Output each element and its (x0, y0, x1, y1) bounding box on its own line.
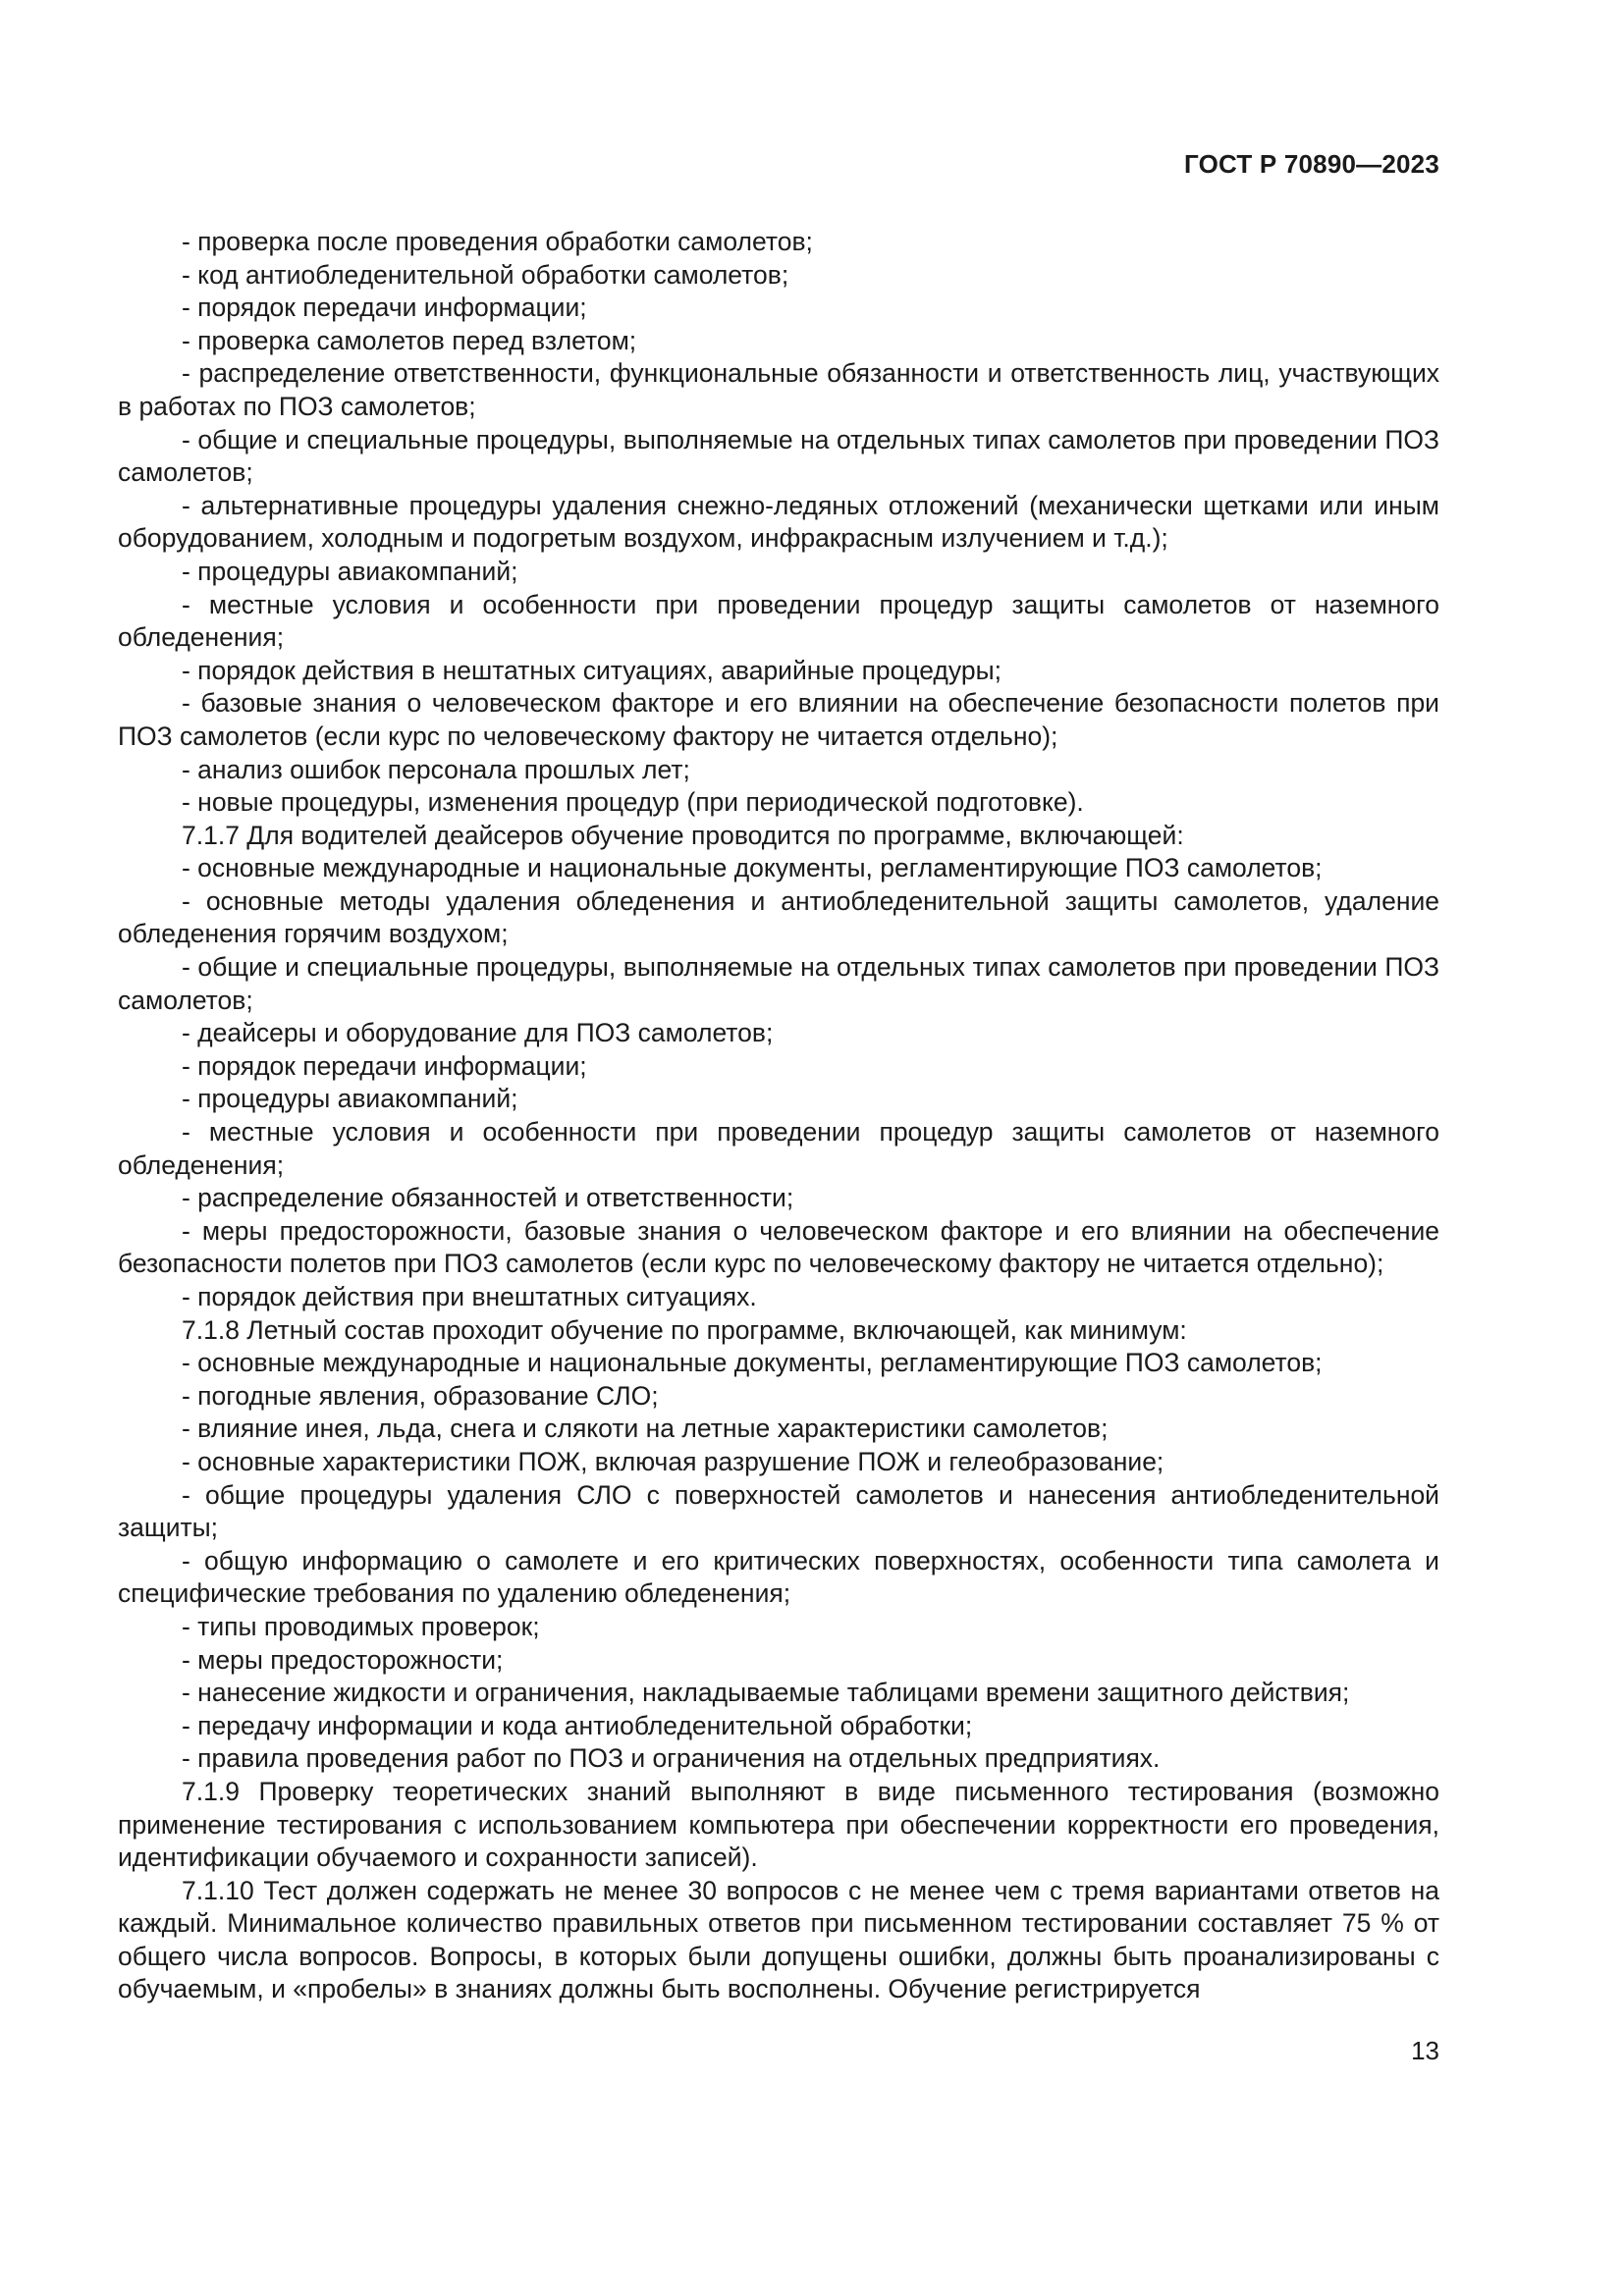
list-item: - код антиобледенительной обработки самолетов; (182, 259, 789, 290)
list-item: - порядок передачи информации; (182, 1050, 587, 1081)
clause-7-1-8: 7.1.8 Летный состав проходит обучение по программе, включающей, как минимум: (182, 1314, 1187, 1345)
list-item: - альтернативные процедуры удаления снежно-ледяных отложений (механически щетками или иным оборудованием, холодным и подогретым воздухом, инфракрасным излучением и т.д.); (118, 490, 1439, 554)
list-item: - базовые знания о человеческом факторе и его влиянии на обеспечение безопасности полетов при ПОЗ самолетов (если курс по человеческому фактору не читается отдельно); (118, 688, 1439, 751)
clause-7-1-10: 7.1.10 Тест должен содержать не менее 30 вопросов с не менее чем с тремя вариантами ответов на каждый. Минимальное количество правильных ответов при письменном тестировании составляет 75 % от общего числа вопросов. Вопросы, в которых были допущены ошибки, должны быть проанализированы с обучаемым, и «пробелы» в знаниях должны быть восполнены. Обучение регистрируется (118, 1875, 1439, 2004)
clause-7-1-7: 7.1.7 Для водителей деайсеров обучение проводится по программе, включающей: (182, 820, 1184, 850)
list-item: - процедуры авиакомпаний; (182, 556, 518, 586)
list-item: - общую информацию о самолете и его критических поверхностях, особенности типа самолета и специфические требования по удалению обледенения; (118, 1545, 1439, 1609)
list-item: - общие и специальные процедуры, выполняемые на отдельных типах самолетов при проведении ПОЗ самолетов; (118, 424, 1439, 488)
list-item: - передачу информации и кода антиобледенительной обработки; (182, 1710, 973, 1740)
list-item: - общие процедуры удаления СЛО с поверхностей самолетов и нанесения антиобледенительной защиты; (118, 1479, 1439, 1543)
list-item: - порядок передачи информации; (182, 293, 587, 323)
list-item: - правила проведения работ по ПОЗ и ограничения на отдельных предприятиях. (182, 1743, 1161, 1774)
list-item: - распределение ответственности, функциональные обязанности и ответственность лиц, участвующих в работах по ПОЗ самолетов; (118, 358, 1439, 421)
list-item: - влияние инея, льда, снега и слякоти на летные характеристики самолетов; (182, 1414, 1109, 1444)
list-item: - основные методы удаления обледенения и антиобледенительной защиты самолетов, удаление обледенения горячим воздухом; (118, 885, 1439, 949)
list-item: - новые процедуры, изменения процедур (при периодической подготовке). (182, 787, 1084, 818)
document-id-header: ГОСТ Р 70890—2023 (1184, 149, 1439, 179)
list-item: - анализ ошибок персонала прошлых лет; (182, 754, 690, 784)
list-item: - порядок действия при внештатных ситуациях. (182, 1282, 757, 1311)
document-body (118, 226, 1439, 2006)
list-item: - местные условия и особенности при проведении процедур защиты самолетов от наземного обледенения; (118, 1117, 1439, 1180)
list-item: - нанесение жидкости и ограничения, накладываемые таблицами времени защитного действия; (182, 1678, 1350, 1708)
list-item: - местные условия и особенности при проведении процедур защиты самолетов от наземного обледенения; (118, 589, 1439, 653)
list-item: - основные характеристики ПОЖ, включая разрушение ПОЖ и гелеобразование; (182, 1446, 1164, 1476)
list-item: - проверка после проведения обработки самолетов; (182, 227, 813, 256)
list-item: - меры предосторожности; (182, 1644, 504, 1675)
page-number: 13 (1411, 2036, 1439, 2065)
list-item: - типы проводимых проверок; (182, 1611, 540, 1641)
list-item: - проверка самолетов перед взлетом; (182, 325, 637, 355)
list-item: - распределение обязанностей и ответственности; (182, 1183, 794, 1213)
clause-7-1-9: 7.1.9 Проверку теоретических знаний выполняют в виде письменного тестирования (возможно применение тестирования с использованием компьютера при обеспечении корректности его проведения, идентификации обучаемого и сохранности записей). (118, 1776, 1439, 1873)
list-item: - общие и специальные процедуры, выполняемые на отдельных типах самолетов при проведении ПОЗ самолетов; (118, 952, 1439, 1015)
list-item: - погодные явления, образование СЛО; (182, 1380, 659, 1411)
list-item: - процедуры авиакомпаний; (182, 1084, 518, 1114)
list-item: - меры предосторожности, базовые знания о человеческом факторе и его влиянии на обеспечение безопасности полетов при ПОЗ самолетов (если курс по человеческому фактору не читается отдельно); (118, 1215, 1439, 1279)
list-item: - деайсеры и оборудование для ПОЗ самолетов; (182, 1018, 774, 1048)
list-item: - порядок действия в нештатных ситуациях, аварийные процедуры; (182, 655, 1001, 685)
list-item: - основные международные и национальные документы, регламентирующие ПОЗ самолетов; (182, 853, 1323, 883)
list-item: - основные международные и национальные документы, регламентирующие ПОЗ самолетов; (182, 1348, 1323, 1378)
